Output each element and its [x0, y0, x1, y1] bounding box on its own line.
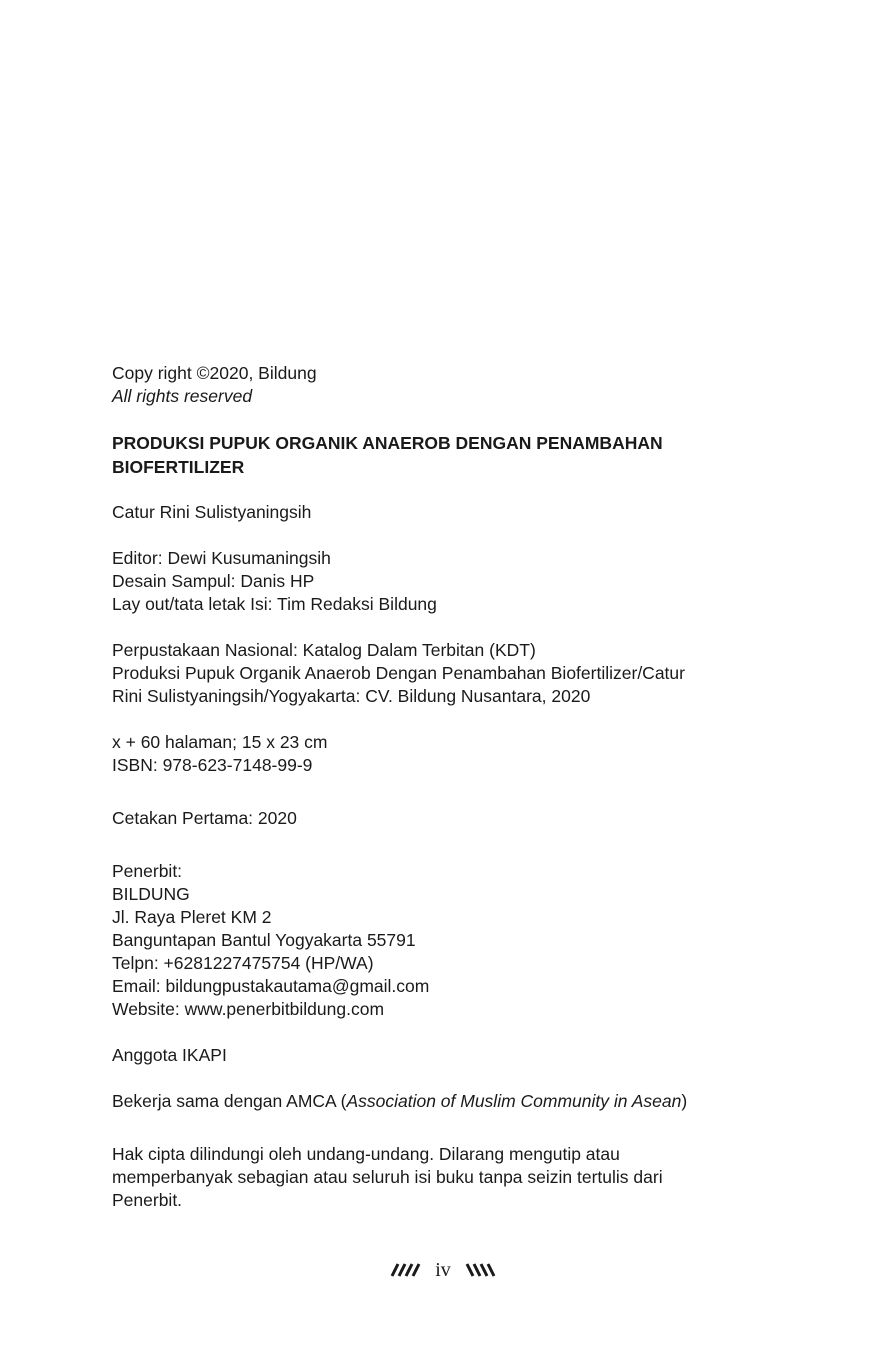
edition: Cetakan Pertama: 2020 — [112, 808, 297, 828]
publisher-email: Email: bildungpustakautama@gmail.com — [112, 976, 430, 996]
author-name: Catur Rini Sulistyaningsih — [112, 502, 312, 522]
page-number: iv — [435, 1258, 451, 1281]
book-title — [112, 431, 752, 479]
cooperation-suffix: ) — [681, 1091, 688, 1111]
cooperation-statement — [112, 1090, 752, 1113]
left-slash-ornament-icon — [389, 1263, 421, 1277]
publisher-info — [112, 860, 752, 1021]
catalog-in-publication — [112, 639, 752, 708]
publisher-address-1: Jl. Raya Pleret KM 2 — [112, 907, 272, 927]
right-slash-ornament-icon — [465, 1263, 497, 1277]
catalog-heading: Perpustakaan Nasional: Katalog Dalam Terbitan (KDT) — [112, 640, 536, 660]
publisher-website: Website: www.penerbitbildung.com — [112, 999, 385, 1019]
publisher-label: Penerbit: — [112, 861, 183, 881]
credits — [112, 547, 752, 616]
isbn: ISBN: 978-623-7148-99-9 — [112, 755, 313, 775]
copyright-page — [112, 362, 752, 1212]
copyright-line: Copy right ©2020, Bildung — [112, 363, 317, 383]
publisher-phone: Telpn: +6281227475754 (HP/WA) — [112, 953, 374, 973]
catalog-entry-line-2: Rini Sulistyaningsih/Yogyakarta: CV. Bildung Nusantara, 2020 — [112, 686, 591, 706]
book-title-line-2: BIOFERTILIZER — [112, 457, 245, 477]
publisher-name: BILDUNG — [112, 884, 190, 904]
book-specs — [112, 731, 752, 777]
catalog-entry-line-1: Produksi Pupuk Organik Anaerob Dengan Penambahan Biofertilizer/Catur — [112, 663, 685, 683]
legal-line-2: memperbanyak sebagian atau seluruh isi buku tanpa seizin tertulis dari — [112, 1167, 663, 1187]
cover-design-credit: Desain Sampul: Danis HP — [112, 571, 315, 591]
page-footer — [0, 1256, 886, 1284]
publisher-address-2: Banguntapan Bantul Yogyakarta 55791 — [112, 930, 416, 950]
cooperation-organization: Association of Muslim Community in Asean — [346, 1091, 682, 1111]
editor-credit: Editor: Dewi Kusumaningsih — [112, 548, 331, 568]
cooperation-prefix: Bekerja sama dengan AMCA ( — [112, 1091, 347, 1111]
membership: Anggota IKAPI — [112, 1045, 227, 1065]
legal-line-1: Hak cipta dilindungi oleh undang-undang. Dilarang mengutip atau — [112, 1144, 620, 1164]
legal-notice — [112, 1143, 752, 1212]
book-title-line-1: PRODUKSI PUPUK ORGANIK ANAEROB DENGAN PENAMBAHAN — [112, 433, 663, 453]
rights-reserved: All rights reserved — [112, 386, 253, 406]
page-count: x + 60 halaman; 15 x 23 cm — [112, 732, 328, 752]
legal-line-3: Penerbit. — [112, 1190, 183, 1210]
layout-credit: Lay out/tata letak Isi: Tim Redaksi Bildung — [112, 594, 437, 614]
